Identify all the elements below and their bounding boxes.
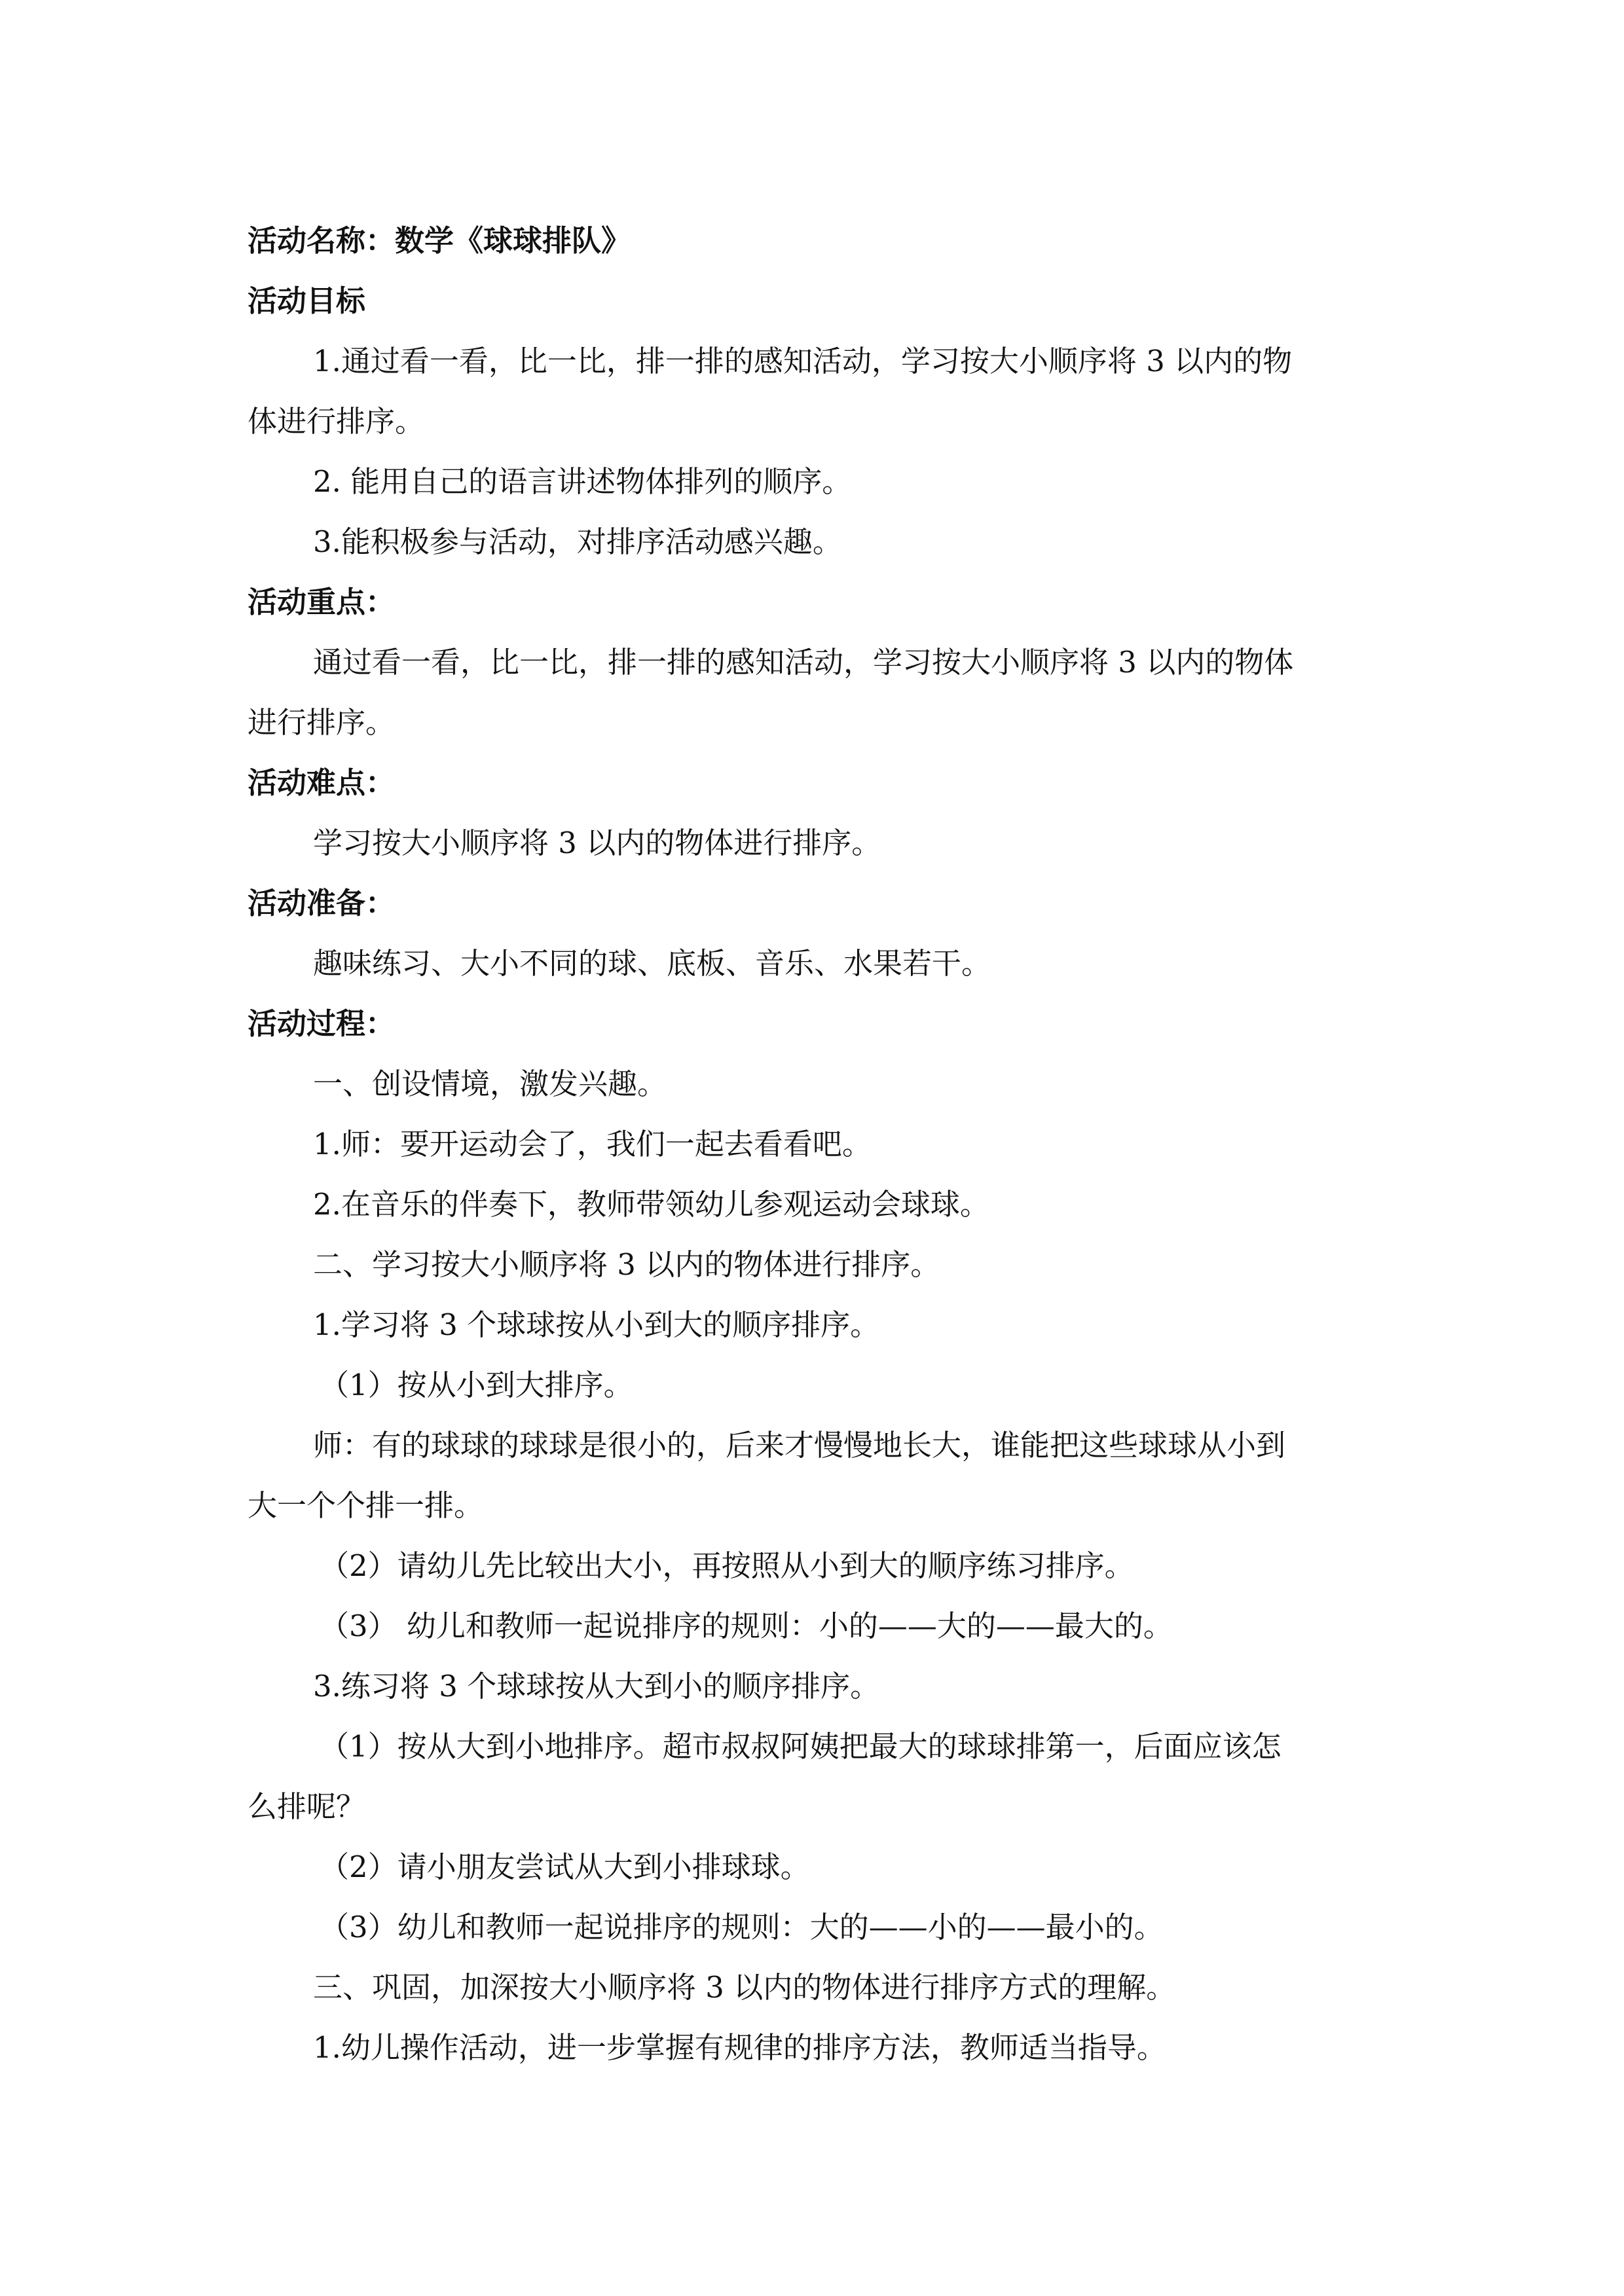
process-step: 三、巩固，加深按大小顺序将 3 以内的物体进行排序方式的理解。: [313, 1970, 1176, 2005]
process-step: 二、学习按大小顺序将 3 以内的物体进行排序。: [313, 1247, 940, 1282]
process-step: 一、创设情境，激发兴趣。: [313, 1066, 667, 1101]
process-step-line-2: 大一个个排一排。: [248, 1488, 484, 1523]
goals-heading: 活动目标: [248, 283, 366, 318]
process-heading: 活动过程：: [248, 1006, 396, 1041]
goal-1-line-1: 1.通过看一看，比一比，排一排的感知活动，学习按大小顺序将 3 以内的物: [313, 344, 1293, 378]
goal-2: 2. 能用自己的语言讲述物体排列的顺序。: [313, 464, 852, 499]
process-step: 2.在音乐的伴奏下，教师带领幼儿参观运动会球球。: [313, 1187, 989, 1222]
document-page: [248, 211, 1387, 2078]
process-step-line-1: 师：有的球球的球球是很小的，后来才慢慢地长大，谁能把这些球球从小到: [313, 1428, 1286, 1463]
process-step: （3） 幼儿和教师一起说排序的规则：小的——大的——最大的。: [320, 1609, 1173, 1643]
process-step: （1）按从小到大排序。: [320, 1368, 633, 1402]
process-step-line-2: 么排呢？: [248, 1789, 366, 1824]
goal-1-line-2: 体进行排序。: [248, 404, 425, 439]
process-step: （3）幼儿和教师一起说排序的规则：大的——小的——最小的。: [320, 1910, 1164, 1944]
difficulty-text: 学习按大小顺序将 3 以内的物体进行排序。: [313, 826, 881, 860]
process-step: 1.学习将 3 个球球按从小到大的顺序排序。: [313, 1307, 880, 1342]
key-points-heading: 活动重点：: [248, 585, 396, 619]
process-step: （2）请小朋友尝试从大到小排球球。: [320, 1850, 810, 1884]
activity-title: 活动名称：数学《球球排队》: [248, 223, 631, 258]
key-points-line-1: 通过看一看，比一比，排一排的感知活动，学习按大小顺序将 3 以内的物体: [313, 645, 1294, 680]
process-step: 3.练习将 3 个球球按从大到小的顺序排序。: [313, 1669, 880, 1704]
goal-3: 3.能积极参与活动，对排序活动感兴趣。: [313, 524, 842, 559]
preparation-text: 趣味练习、大小不同的球、底板、音乐、水果若干。: [313, 946, 991, 981]
preparation-heading: 活动准备：: [248, 886, 396, 920]
process-step: （2）请幼儿先比较出大小，再按照从小到大的顺序练习排序。: [320, 1548, 1134, 1583]
difficulty-heading: 活动难点：: [248, 765, 396, 800]
process-step: 1.幼儿操作活动，进一步掌握有规律的排序方法，教师适当指导。: [313, 2030, 1166, 2065]
process-step: 1.师：要开运动会了，我们一起去看看吧。: [313, 1127, 872, 1161]
process-step-line-1: （1）按从大到小地排序。超市叔叔阿姨把最大的球球排第一，后面应该怎: [320, 1729, 1282, 1764]
key-points-line-2: 进行排序。: [248, 705, 396, 740]
